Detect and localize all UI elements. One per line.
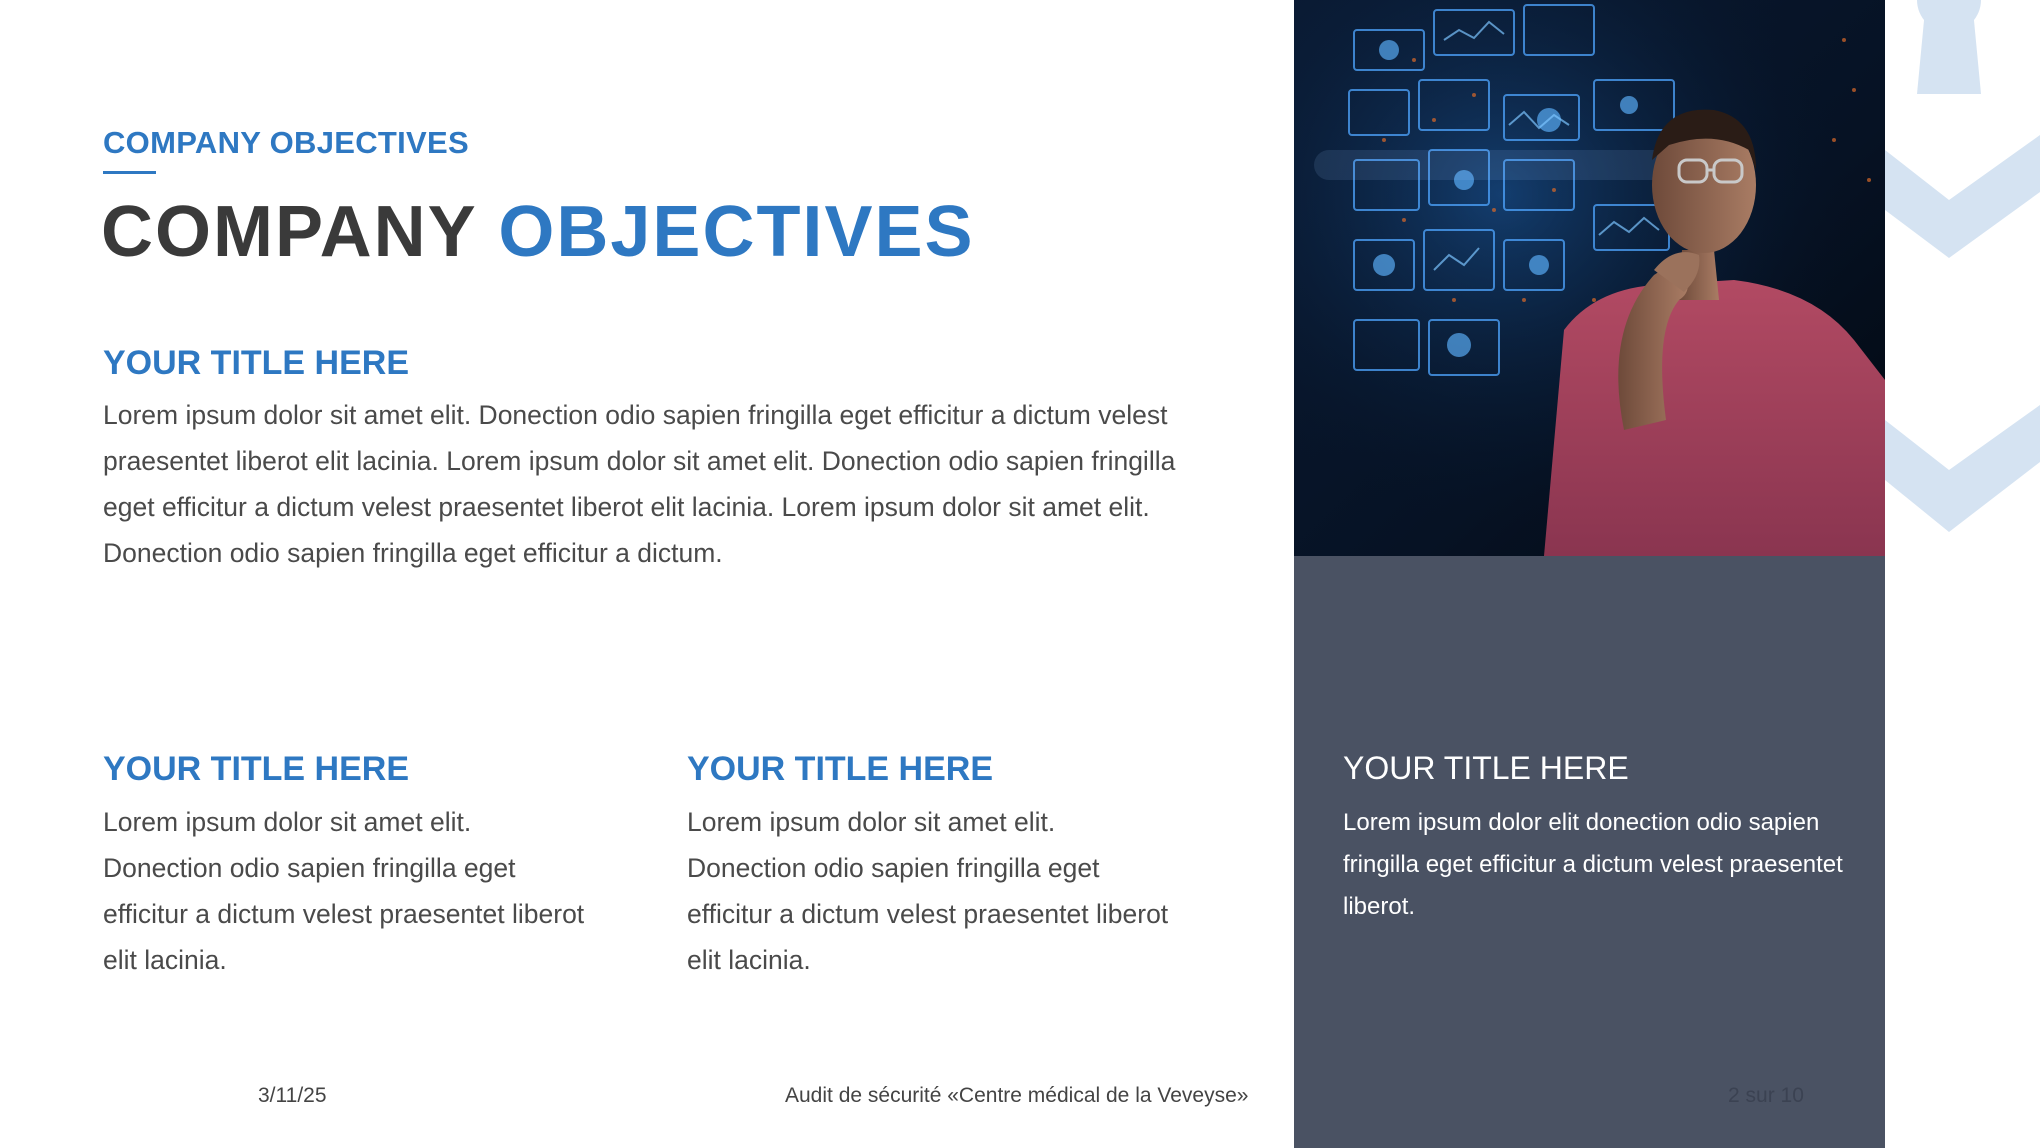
panel-title: YOUR TITLE HERE — [1343, 750, 1629, 786]
footer-page-number: 2 sur 10 — [1728, 1084, 1804, 1107]
panel-body: Lorem ipsum dolor elit donection odio sapien fringilla eget efficitur a dictum velest praesentet liberot. — [1343, 809, 1843, 920]
section-1-body: Lorem ipsum dolor sit amet elit. Donection odio sapien fringilla eget efficitur a dictum velest praesentet liberot elit lacinia. Lorem ipsum dolor sit amet elit. Donection odio sapien fringilla eget efficitur a dictum velest praesentet liberot elit lacinia. Lorem ipsum dolor sit amet elit. Donection odio sapien fringilla eget efficitur a dictum. — [103, 400, 1176, 568]
section-1-title: YOUR TITLE HERE — [103, 344, 410, 382]
footer-document-title: Audit de sécurité «Centre médical de la Veveyse» — [785, 1084, 1249, 1107]
footer-date: 3/11/25 — [258, 1084, 327, 1107]
section-3-title: YOUR TITLE HERE — [687, 750, 994, 788]
section-3-body: Lorem ipsum dolor sit amet elit. Donection odio sapien fringilla eget efficitur a dictum velest praesentet liberot elit lacinia. — [687, 807, 1169, 975]
page-title-part1: COMPANY — [101, 192, 477, 272]
keyhole-chevron-decoration — [1885, 0, 2040, 560]
eyebrow-underline — [103, 171, 156, 174]
page-title-part2: OBJECTIVES — [498, 192, 975, 272]
section-2-title: YOUR TITLE HERE — [103, 750, 410, 788]
person-with-holographic-dashboards-photo — [1294, 0, 1885, 556]
section-2-body: Lorem ipsum dolor sit amet elit. Donection odio sapien fringilla eget efficitur a dictum velest praesentet liberot elit lacinia. — [103, 807, 585, 975]
eyebrow-title: COMPANY OBJECTIVES — [103, 125, 469, 160]
page-title — [101, 190, 975, 274]
